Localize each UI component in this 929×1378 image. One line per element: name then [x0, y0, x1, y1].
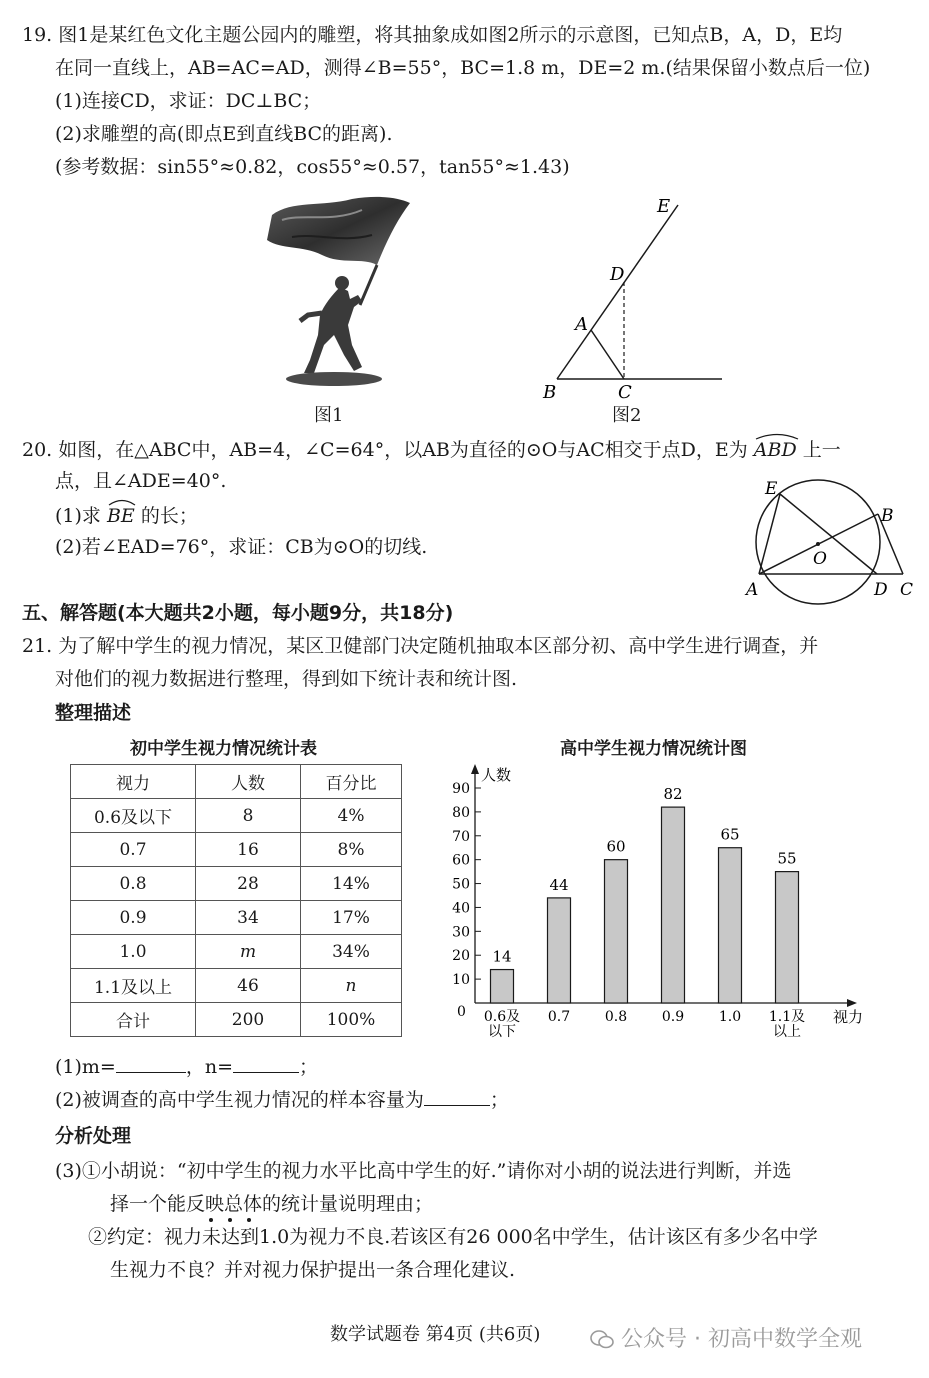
table-title: 初中学生视力情况统计表	[130, 739, 317, 759]
sculpture-figure	[262, 195, 412, 390]
bar-value-label: 44	[549, 875, 569, 894]
bar	[662, 807, 685, 1003]
page-footer: 数学试题卷 第4页 (共6页)	[330, 1324, 541, 1345]
table-header-row	[71, 765, 402, 799]
x-axis-label: 视力	[833, 1008, 864, 1026]
table-cell: 16	[196, 833, 301, 867]
y-axis-label: 人数	[481, 766, 512, 784]
table-cell: 1.1及以上	[71, 969, 196, 1003]
fig2-caption: 图2	[612, 405, 642, 426]
label-c: C	[618, 382, 632, 403]
q19-line2: 在同一直线上，AB=AC=AD，测得∠B=55°，BC=1.8 m，DE=2 m.(结果保留小数点后一位)	[55, 57, 871, 79]
table-cell: 0.6及以下	[71, 799, 196, 833]
table-cell: 合计	[71, 1003, 196, 1037]
q19-ref: (参考数据：sin55°≈0.82，cos55°≈0.57，tan55°≈1.43)	[55, 156, 570, 178]
bar-value-label: 82	[663, 785, 683, 804]
table-cell: 0.9	[71, 901, 196, 935]
q21-part3-1b: 择一个能反映总体的统计量说明理由；	[110, 1193, 434, 1215]
q19-fig2-diagram	[535, 190, 735, 405]
label-d: D	[874, 580, 888, 600]
table-row	[71, 935, 402, 969]
q20-part1-a: (1)求	[55, 505, 101, 527]
y-tick-label: 40	[452, 900, 470, 917]
table-cell: 34%	[301, 935, 402, 969]
table-cell: 34	[196, 901, 301, 935]
label-e: E	[657, 196, 671, 217]
table-cell: 200	[196, 1003, 301, 1037]
label-b: B	[543, 382, 557, 403]
table-row	[71, 833, 402, 867]
answer-blank-sample[interactable]	[424, 1087, 490, 1106]
x-tick-label: 以上	[773, 1024, 801, 1040]
line-be	[557, 205, 678, 379]
answer-blank-m[interactable]	[116, 1054, 186, 1073]
y-tick-label: 90	[452, 781, 470, 797]
label-o: O	[813, 549, 827, 569]
bar-value-label: 65	[720, 825, 740, 844]
emphasis-dots	[202, 1224, 259, 1250]
x-tick-label: 0.6及	[483, 1009, 521, 1025]
part1-n-label: ，n=	[185, 1056, 234, 1078]
heading-analysis: 分析处理	[55, 1125, 132, 1147]
q21-part3-2b: 生视力不良？并对视力保护提出一条合理化建议.	[110, 1259, 516, 1281]
heading-organize: 整理描述	[55, 702, 132, 724]
bar	[491, 970, 514, 1003]
table-cell: m	[196, 935, 301, 969]
label-a: A	[575, 314, 588, 335]
line-ed	[780, 494, 877, 574]
table-row	[71, 969, 402, 1003]
y-tick-label: 80	[452, 804, 470, 821]
table-cell: 46	[196, 969, 301, 1003]
table-cell: 8%	[301, 833, 402, 867]
arc-abd	[754, 435, 797, 463]
y-tick-label: 20	[452, 948, 470, 965]
table-cell: n	[301, 969, 402, 1003]
q20-part2: (2)若∠EAD=76°，求证：CB为⊙O的切线.	[55, 536, 428, 558]
x-axis-arrow	[847, 999, 857, 1007]
part2-text: (2)被调查的高中学生视力情况的样本容量为	[55, 1089, 424, 1111]
table-row	[71, 901, 402, 935]
bar	[776, 872, 799, 1003]
y-tick-label: 30	[452, 924, 470, 941]
q20-part1-b: 的长；	[140, 505, 198, 527]
watermark-text: 公众号 · 初高中数学全观	[621, 1327, 862, 1352]
wechat-icon	[590, 1329, 614, 1349]
q20-line1-a: 20. 如图，在△ABC中，AB=4，∠C=64°，以AB为直径的⊙O与AC相交于点D，E为	[22, 439, 748, 461]
table-row	[71, 867, 402, 901]
segment-ac	[591, 330, 624, 379]
y-tick-label: 70	[452, 828, 470, 845]
section-heading: 五、解答题(本大题共2小题，每小题9分，共18分)	[22, 602, 454, 624]
part1-m-label: (1)m=	[55, 1056, 116, 1078]
line-ae	[759, 494, 780, 574]
label-c: C	[900, 580, 914, 600]
part3-2a-dot: 未达到	[202, 1226, 260, 1248]
y-tick-label: 10	[452, 972, 470, 989]
table-cell: 14%	[301, 867, 402, 901]
bar	[605, 860, 628, 1003]
bar-chart	[445, 760, 875, 1050]
y-axis-arrow	[471, 764, 479, 774]
header-cell: 百分比	[301, 765, 402, 799]
y-tick-label: 60	[452, 852, 470, 869]
table-cell: 0.8	[71, 867, 196, 901]
chart-title: 高中学生视力情况统计图	[560, 739, 747, 759]
x-tick-label: 以下	[488, 1024, 516, 1040]
label-e: E	[765, 479, 778, 499]
x-tick-label: 0.8	[604, 1009, 628, 1025]
q19-part2: (2)求雕塑的高(即点E到直线BC的距离).	[55, 123, 393, 145]
label-d: D	[610, 264, 625, 285]
fig1-caption: 图1	[314, 405, 344, 426]
q20-line1-b: 上一	[802, 439, 841, 461]
q21-part3-2a	[88, 1224, 818, 1250]
q21-part1	[55, 1054, 318, 1080]
table-cell: 4%	[301, 799, 402, 833]
table-cell: 17%	[301, 901, 402, 935]
label-a: A	[746, 580, 759, 600]
q19-part1: (1)连接CD，求证：DC⊥BC；	[55, 90, 322, 112]
origin-label: 0	[457, 1004, 466, 1020]
table-cell: 8	[196, 799, 301, 833]
watermark	[590, 1322, 862, 1353]
part1-end: ；	[299, 1056, 319, 1078]
bar-value-label: 55	[777, 849, 797, 868]
x-tick-label: 0.7	[547, 1009, 571, 1025]
table-cell: 28	[196, 867, 301, 901]
q20-line1	[22, 435, 841, 463]
bar-value-label: 60	[606, 837, 626, 856]
table-row	[71, 799, 402, 833]
x-tick-label: 1.0	[718, 1009, 742, 1025]
stats-table	[70, 764, 402, 1037]
bar-value-label: 14	[492, 947, 512, 966]
label-b: B	[881, 506, 894, 526]
y-tick-label: 50	[452, 876, 470, 893]
bar	[719, 848, 742, 1003]
table-cell: 100%	[301, 1003, 402, 1037]
q21-part2	[55, 1087, 509, 1113]
part2-end: ；	[489, 1089, 509, 1111]
q20-circle-diagram	[738, 470, 923, 605]
table-row	[71, 1003, 402, 1037]
header-cell: 视力	[71, 765, 196, 799]
x-tick-label: 0.9	[661, 1009, 685, 1025]
arc-be-label: BE	[106, 505, 135, 527]
table-cell: 1.0	[71, 935, 196, 969]
arc-abd-label: ABD	[753, 439, 797, 461]
part3-2a-pre: ②约定：视力	[88, 1226, 203, 1248]
q20-part1	[55, 501, 198, 529]
header-cell: 人数	[196, 765, 301, 799]
x-tick-label: 1.1及	[768, 1009, 806, 1025]
q21-part3-1a: (3)①小胡说：“初中学生的视力水平比高中学生的好.”请你对小胡的说法进行判断，并选	[55, 1160, 792, 1182]
q21-line1: 21. 为了解中学生的视力情况，某区卫健部门决定随机抽取本区部分初、高中学生进行调查，并	[22, 635, 819, 657]
q19-line1: 19. 图1是某红色文化主题公园内的雕塑，将其抽象成如图2所示的示意图，已知点B，A，D，E均	[22, 24, 843, 46]
q20-line2: 点，且∠ADE=40°.	[55, 470, 227, 492]
q21-line2: 对他们的视力数据进行整理，得到如下统计表和统计图.	[55, 668, 518, 690]
arc-be	[107, 501, 135, 529]
answer-blank-n[interactable]	[233, 1054, 299, 1073]
bar	[548, 898, 571, 1003]
table-cell: 0.7	[71, 833, 196, 867]
part3-2a-post: 1.0为视力不良.若该区有26 000名中学生，估计该区有多少名中学	[259, 1226, 818, 1248]
